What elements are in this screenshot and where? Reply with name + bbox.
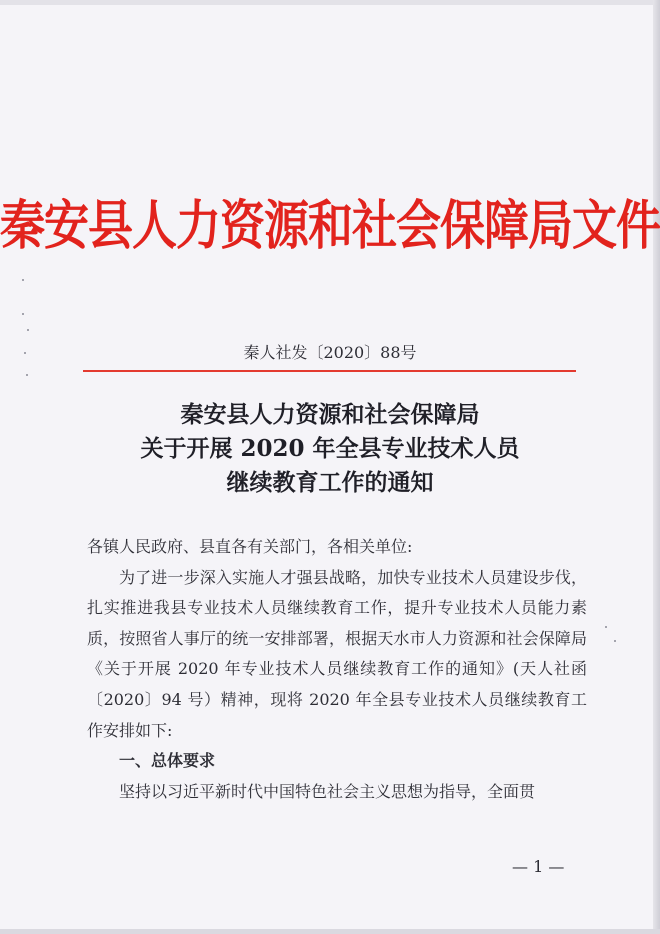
document-number: 秦人社发〔2020〕88号 — [243, 343, 417, 362]
scan-speck — [22, 313, 24, 315]
scan-speck — [26, 374, 28, 376]
notice-title-line-2: 关于开展 2020 年全县专业技术人员 — [140, 435, 520, 462]
notice-title-line-1: 秦安县人力资源和社会保障局 — [180, 401, 480, 428]
body-paragraph: 为了进一步深入实施人才强县战略，加快专业技术人员建设步伐，扎实推进我县专业技术人员继续教育工作，提升专业技术人员能力素质，按照省人事厅的统一安排部署，根据天水市人力资源和社会保障局《关于开展 2020 年专业技术人员继续教育工作的通知》(天人社函〔2020〕94 号）精神，现将 2020 年全县专业技术人员继续教育工作安排如下: — [87, 567, 587, 740]
page-edge-bottom — [0, 929, 660, 934]
notice-title — [0, 398, 660, 500]
scan-speck — [605, 626, 607, 628]
page-edge-top — [0, 0, 660, 5]
scan-speck — [27, 329, 29, 331]
red-separator-line — [83, 370, 576, 372]
scan-speck — [22, 279, 24, 281]
section-heading: 一、总体要求 — [119, 751, 216, 771]
issuer-header-title: 秦安县人力资源和社会保障局文件 — [0, 193, 660, 257]
document-body — [87, 532, 587, 807]
body-paragraph: 坚持以习近平新时代中国特色社会主义思想为指导，全面贯 — [119, 781, 536, 801]
scan-speck — [614, 640, 616, 642]
page-number: — 1 — — [512, 857, 565, 876]
salutation: 各镇人民政府、县直各有关部门，各相关单位: — [87, 537, 413, 556]
notice-title-line-3: 继续教育工作的通知 — [226, 469, 434, 496]
